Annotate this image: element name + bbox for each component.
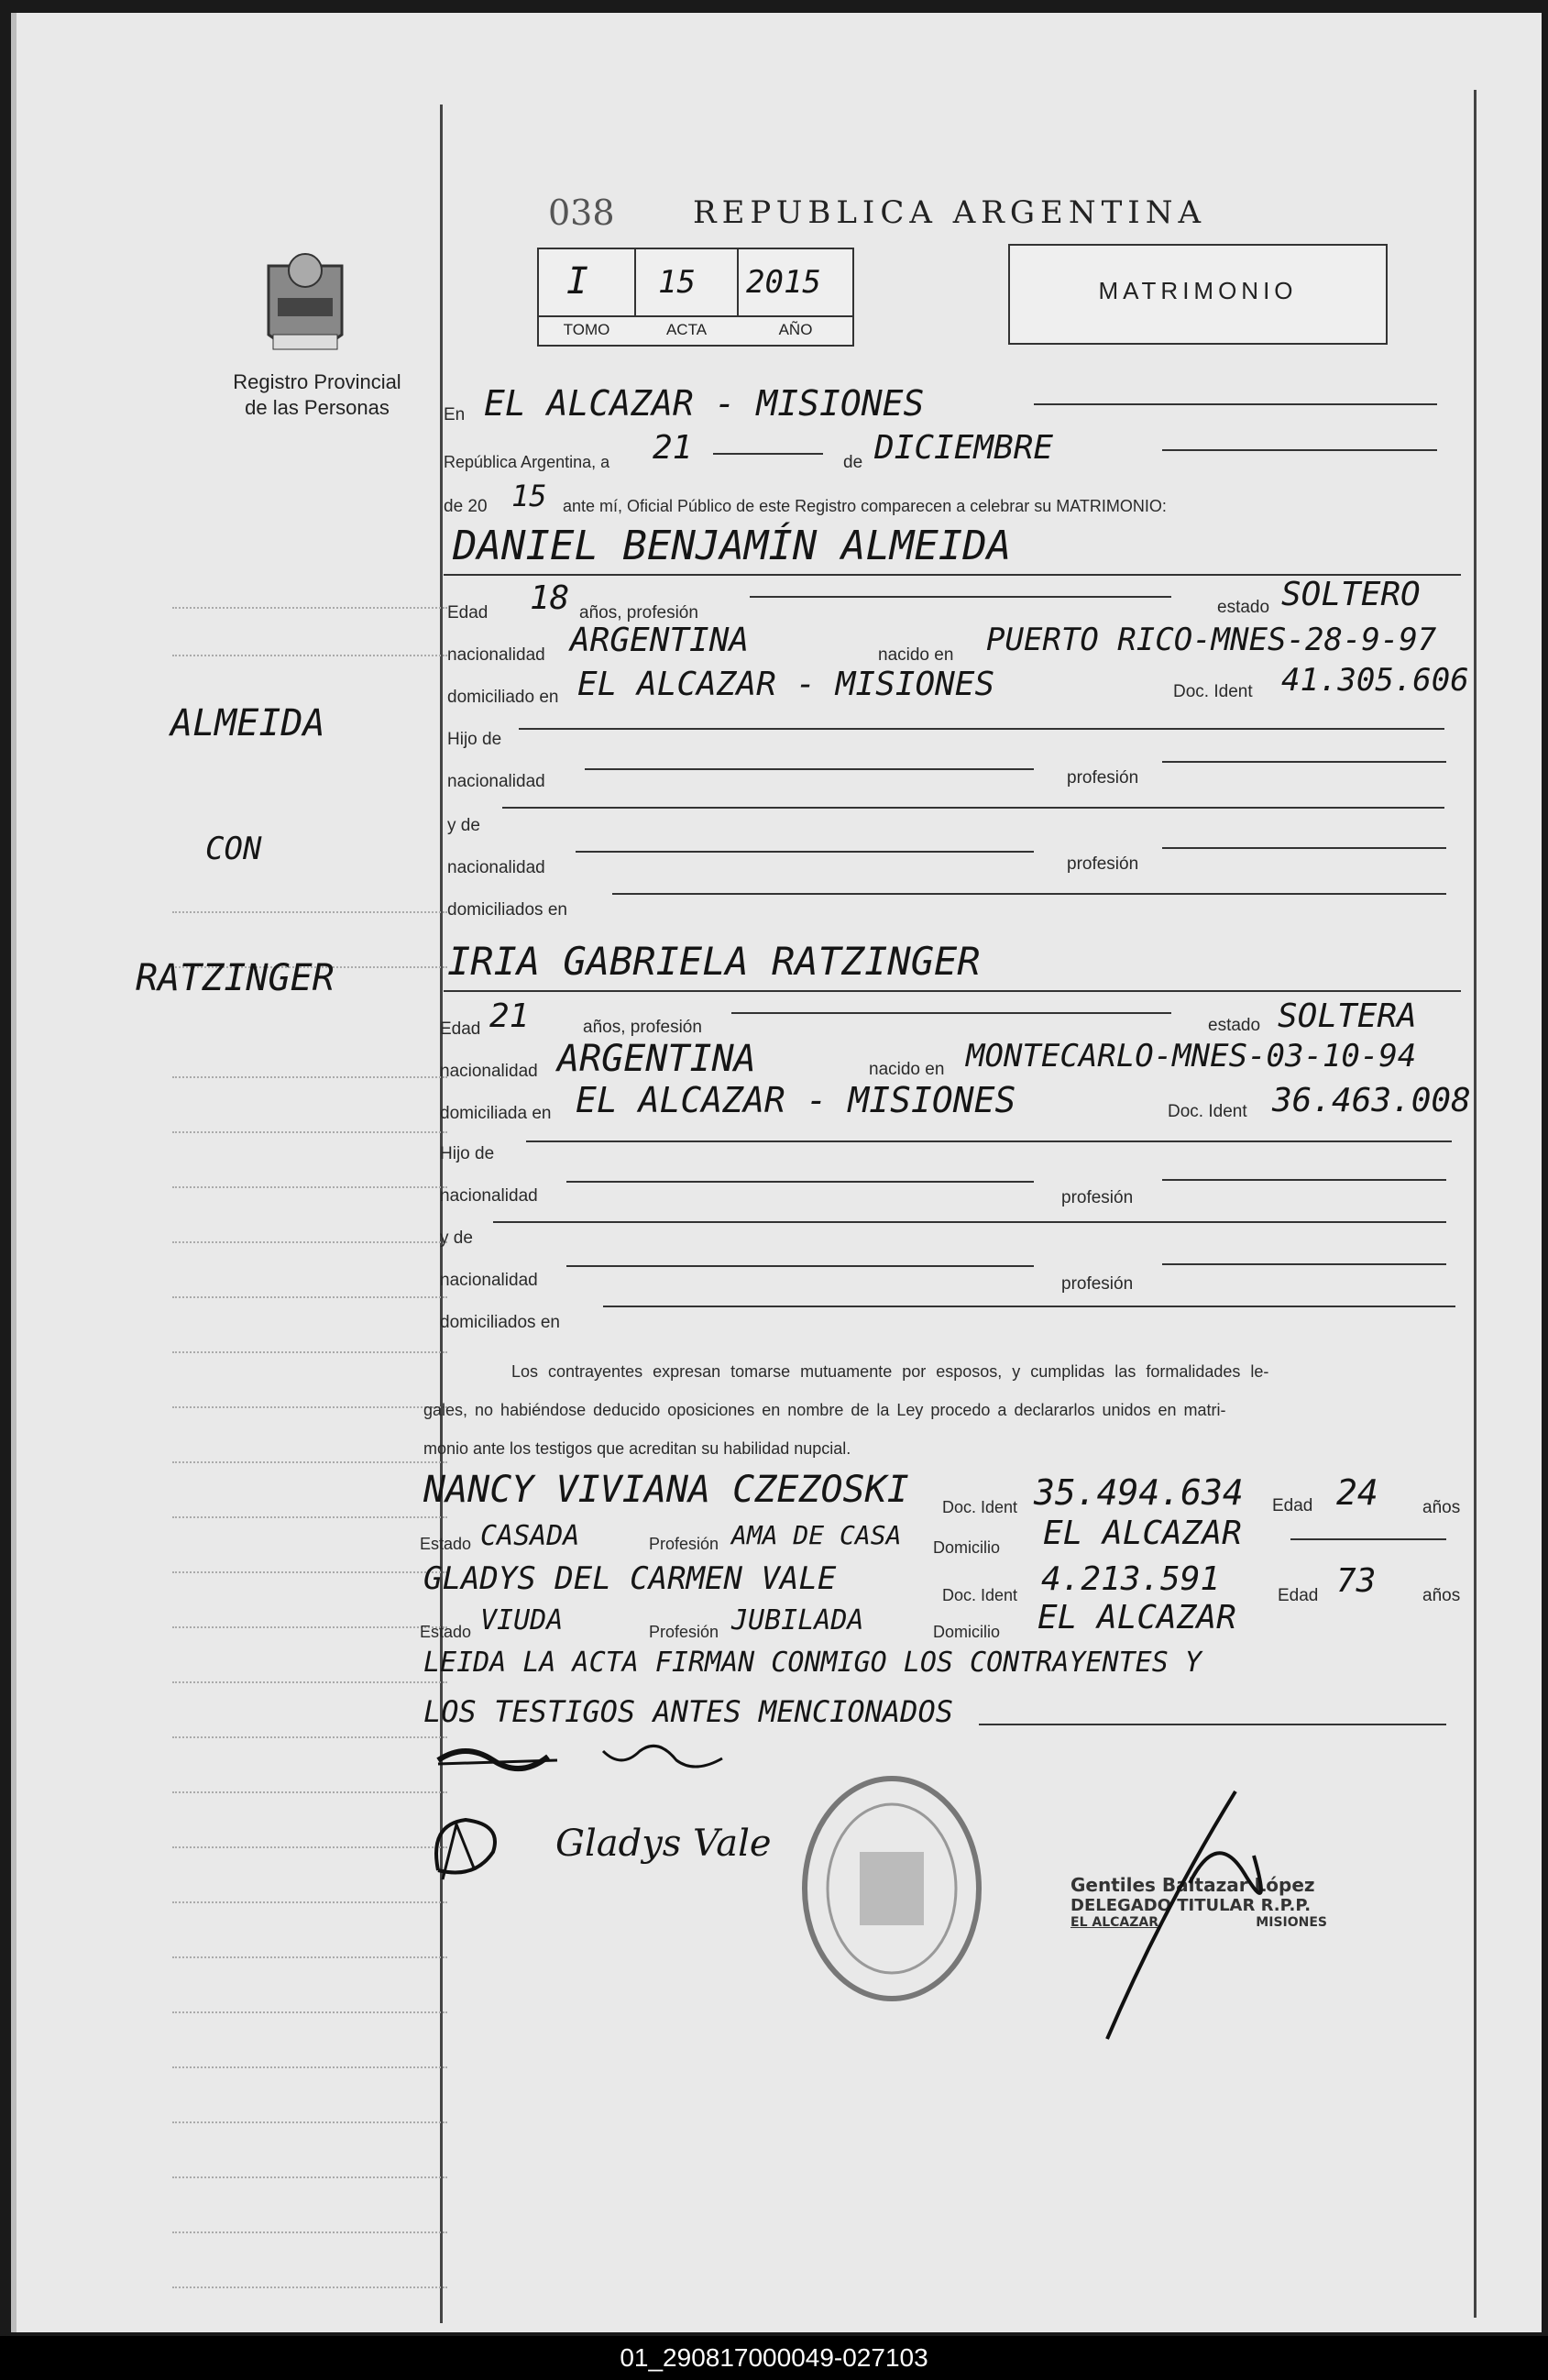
bride-doms-label: domiciliados en xyxy=(440,1313,560,1332)
signature-groom-icon xyxy=(429,1733,585,1779)
groom-age: 18 xyxy=(530,579,570,617)
coat-of-arms-icon xyxy=(255,248,356,367)
groom-estado-label: estado xyxy=(1217,598,1270,617)
bride-estado: SOLTERA xyxy=(1278,997,1417,1035)
act-number: 038 xyxy=(548,193,615,233)
bride-nac3-label: nacionalidad xyxy=(440,1271,538,1290)
registry-line-2: de las Personas xyxy=(245,396,390,419)
year-prefix-label: de 20 xyxy=(444,497,488,516)
body-line-2: gales, no habiéndose deducido oposiciones en nombre de la Ley procedo a declararlos unidos en matri- xyxy=(423,1401,1226,1419)
stamp-line-1: Gentiles Baltazar López xyxy=(1070,1874,1315,1896)
groom-domicile: EL ALCAZAR - MISIONES xyxy=(577,666,995,703)
record-box xyxy=(537,248,854,347)
day-value: 21 xyxy=(653,429,693,467)
bride-nacido-label: nacido en xyxy=(869,1060,945,1079)
witness2-anos-label: años xyxy=(1422,1586,1461,1605)
bride-dom-label: domiciliada en xyxy=(440,1104,552,1123)
acta-label: ACTA xyxy=(665,321,708,338)
en-label: En xyxy=(444,405,466,424)
bride-nac-label: nacionalidad xyxy=(440,1062,538,1081)
groom-born: PUERTO RICO-MNES-28-9-97 xyxy=(986,622,1437,658)
witness2-name: GLADYS DEL CARMEN VALE xyxy=(423,1560,837,1597)
groom-nac3-label: nacionalidad xyxy=(447,858,545,877)
right-border xyxy=(1474,90,1477,2318)
witness2-age: 73 xyxy=(1336,1562,1377,1600)
witness2-estado-label: Estado xyxy=(420,1623,472,1641)
witness1-name: NANCY VIVIANA CZEZOSKI xyxy=(423,1469,909,1511)
witness1-doc: 35.494.634 xyxy=(1034,1472,1244,1513)
groom-dom-label: domiciliado en xyxy=(447,688,559,707)
witness1-dom-label: Domicilio xyxy=(933,1538,1001,1557)
registry-line-1: Registro Provincial xyxy=(233,370,401,393)
margin-surname-1: ALMEIDA xyxy=(170,702,325,744)
witness1-anos-label: años xyxy=(1422,1498,1461,1517)
witness2-profession: JUBILADA xyxy=(731,1604,864,1636)
witness1-age: 24 xyxy=(1336,1472,1378,1513)
month-value: DICIEMBRE xyxy=(874,429,1054,467)
witness2-edad-label: Edad xyxy=(1278,1586,1319,1605)
closing-line-1: LEIDA LA ACTA FIRMAN CONMIGO LOS CONTRAYENTES Y xyxy=(423,1647,1202,1679)
witness1-estado-label: Estado xyxy=(420,1535,472,1553)
groom-hijo-label: Hijo de xyxy=(447,730,502,749)
witness1-edad-label: Edad xyxy=(1272,1496,1313,1515)
witness2-doc-label: Doc. Ident xyxy=(942,1586,1018,1604)
tomo-value: I xyxy=(566,260,589,303)
stamp-line-4: MISIONES xyxy=(1256,1915,1327,1930)
file-id-footer: 01_290817000049-027103 xyxy=(0,2336,1548,2380)
witness1-profession: AMA DE CASA xyxy=(731,1520,902,1550)
bride-nac2-label: nacionalidad xyxy=(440,1186,538,1206)
groom-nacido-label: nacido en xyxy=(878,645,954,665)
witness2-prof-label: Profesión xyxy=(649,1623,719,1641)
bride-born: MONTECARLO-MNES-03-10-94 xyxy=(966,1038,1417,1074)
witness2-dom-label: Domicilio xyxy=(933,1623,1001,1641)
ano-label: AÑO xyxy=(778,321,813,338)
tomo-label: TOMO xyxy=(563,321,610,338)
groom-nationality: ARGENTINA xyxy=(570,622,750,659)
groom-nac2-label: nacionalidad xyxy=(447,772,545,791)
country-title: REPUBLICA ARGENTINA xyxy=(693,194,1207,231)
round-stamp-icon xyxy=(796,1769,988,2008)
republica-label: República Argentina, a xyxy=(444,453,610,471)
witness1-doc-label: Doc. Ident xyxy=(942,1498,1018,1516)
bride-doc-label: Doc. Ident xyxy=(1168,1102,1247,1121)
bride-hijo-label: Hijo de xyxy=(440,1144,495,1163)
signature-witness2: Gladys Vale xyxy=(555,1823,772,1865)
certificate-page xyxy=(11,13,1542,2332)
de-label: de xyxy=(843,453,863,472)
bride-name: IRIA GABRIELA RATZINGER xyxy=(447,939,981,984)
witness1-prof-label: Profesión xyxy=(649,1535,719,1553)
stamp-line-2: DELEGADO TITULAR R.P.P. xyxy=(1070,1896,1312,1915)
bride-prof2-label: profesión xyxy=(1061,1274,1134,1294)
groom-estado: SOLTERO xyxy=(1281,576,1421,613)
stamp-line-3: EL ALCAZAR xyxy=(1070,1915,1158,1930)
province-seal xyxy=(255,248,356,367)
witness1-domicile: EL ALCAZAR xyxy=(1043,1515,1242,1552)
witness2-estado: VIUDA xyxy=(480,1604,564,1636)
signature-bride-icon xyxy=(594,1733,731,1779)
acta-value: 15 xyxy=(658,264,696,301)
ano-value: 2015 xyxy=(746,264,821,301)
signature-official-icon xyxy=(1089,1773,1327,2048)
bride-yde-label: y de xyxy=(440,1229,473,1248)
margin-border xyxy=(440,105,443,2323)
bride-estado-label: estado xyxy=(1208,1016,1261,1035)
type-label: MATRIMONIO xyxy=(1098,277,1298,304)
bride-doc: 36.463.008 xyxy=(1272,1082,1471,1119)
witness2-domicile: EL ALCAZAR xyxy=(1037,1599,1236,1636)
bride-age: 21 xyxy=(489,997,530,1035)
groom-doc-label: Doc. Ident xyxy=(1173,682,1253,701)
groom-nac-label: nacionalidad xyxy=(447,645,545,665)
groom-edad-label: Edad xyxy=(447,603,489,623)
groom-doc: 41.305.606 xyxy=(1281,662,1469,699)
bride-nationality: ARGENTINA xyxy=(557,1038,756,1080)
closing-line-2: LOS TESTIGOS ANTES MENCIONADOS xyxy=(423,1694,953,1729)
groom-prof-label: profesión xyxy=(1067,768,1139,788)
witness2-doc: 4.213.591 xyxy=(1041,1560,1221,1598)
margin-con: CON xyxy=(205,831,262,867)
bride-anos-label: años, profesión xyxy=(583,1018,702,1037)
margin-surname-2: RATZINGER xyxy=(136,957,335,999)
groom-prof2-label: profesión xyxy=(1067,854,1139,874)
bride-edad-label: Edad xyxy=(440,1019,481,1039)
bride-domicile: EL ALCAZAR - MISIONES xyxy=(576,1080,1016,1120)
witness1-estado: CASADA xyxy=(480,1520,580,1552)
groom-doms-label: domiciliados en xyxy=(447,900,567,920)
intro-sentence: ante mí, Oficial Público de este Registro comparecen a celebrar su MATRIMONIO: xyxy=(563,497,1167,515)
type-box xyxy=(1008,244,1388,345)
body-line-1: Los contrayentes expresan tomarse mutuamente por esposos, y cumplidas las formalidades le- xyxy=(511,1362,1269,1381)
groom-yde-label: y de xyxy=(447,816,480,835)
place-value: EL ALCAZAR - MISIONES xyxy=(484,383,925,424)
signature-witness1-icon xyxy=(420,1806,521,1889)
groom-name: DANIEL BENJAMÍN ALMEIDA xyxy=(453,523,1012,569)
year-suffix-value: 15 xyxy=(511,479,547,513)
body-line-3: monio ante los testigos que acreditan su habilidad nupcial. xyxy=(423,1439,851,1458)
groom-anos-label: años, profesión xyxy=(579,603,698,623)
bride-prof-label: profesión xyxy=(1061,1188,1134,1207)
